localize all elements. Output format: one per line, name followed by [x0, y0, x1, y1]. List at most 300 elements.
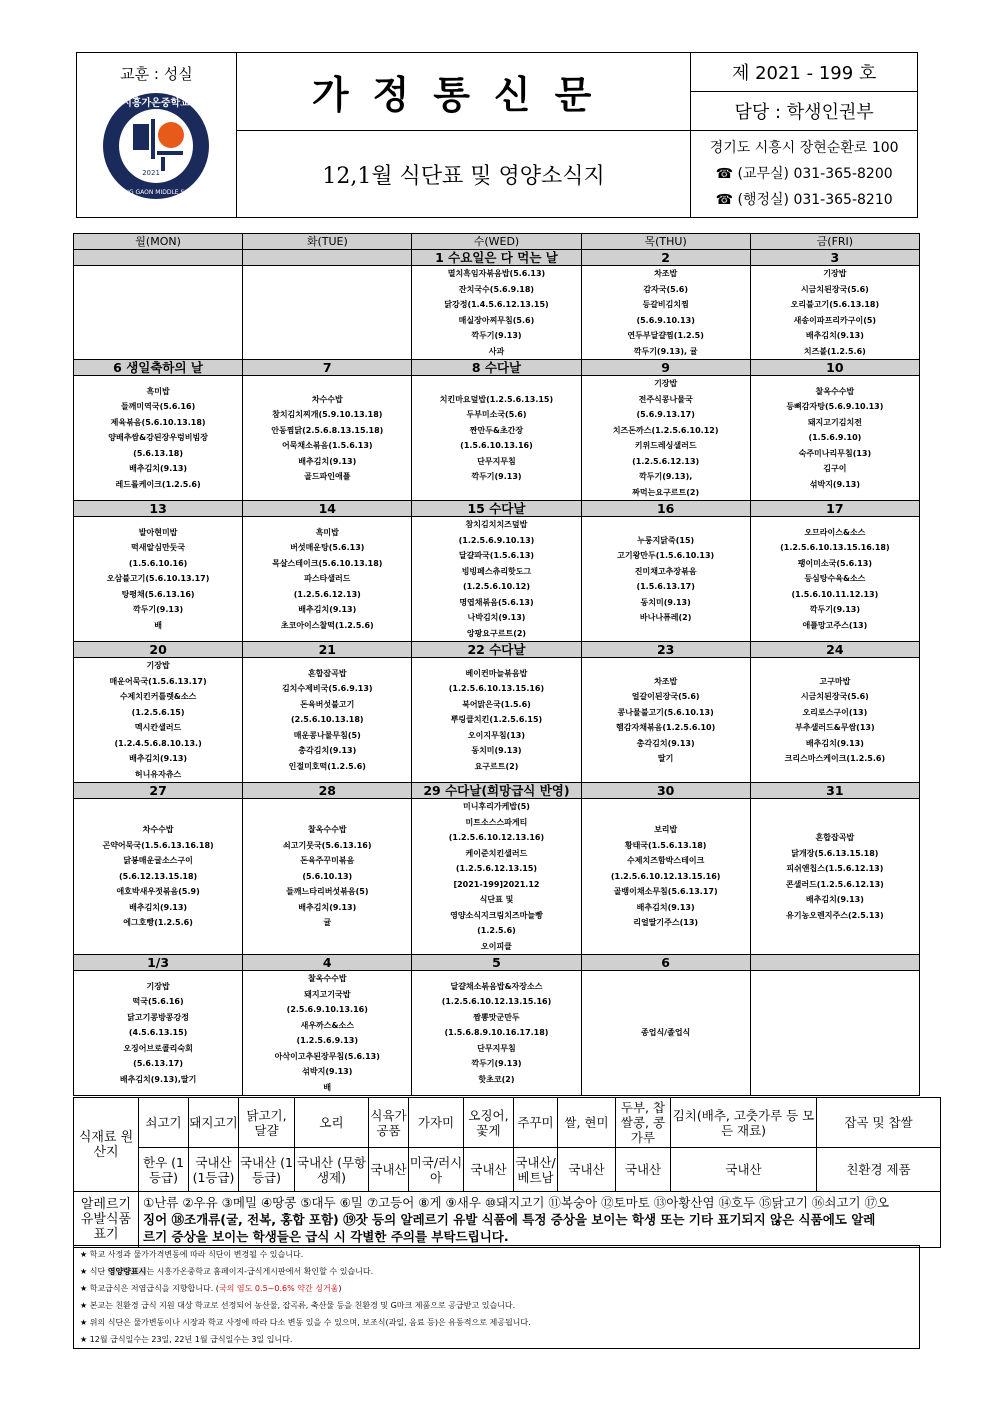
menu-item: (1.5.6.10.11.12.13)	[791, 589, 879, 599]
notice-item	[74, 1280, 919, 1297]
day-label: 2	[581, 250, 750, 266]
menu-item: 아삭이고추된장무침(5.6.13)	[274, 1051, 380, 1061]
menu-item: 키위드레싱샐러드	[634, 441, 697, 450]
menu-item: (1.2.5.6.15)	[131, 707, 185, 717]
menu-item: 케이준치킨샐러드	[465, 848, 528, 858]
menu-item: 앙팡요구르트(2)	[466, 628, 527, 638]
menu-item: 감자국(5.6)	[643, 284, 688, 294]
date-row	[74, 501, 920, 517]
menu-item: 귤	[323, 918, 332, 928]
menu-item: 딸기	[657, 754, 674, 763]
day-menu	[750, 799, 919, 955]
menu-item: 참치김치치즈덮밥	[465, 520, 528, 529]
menu-item: 기장밥	[823, 269, 847, 278]
menu-item: 연두부달걀찜(1.2.5)	[627, 331, 704, 340]
menu-item: (5.6.9.13.17)	[636, 410, 695, 419]
day-label: 7	[243, 360, 412, 376]
notice-text: )	[338, 1284, 342, 1293]
menu-item: (1.2.5.6)	[477, 926, 516, 935]
day-label: 29 수다날(희망급식 반영)	[412, 783, 581, 799]
weekday-header: 수(WED)	[412, 234, 581, 250]
day-menu	[243, 517, 412, 642]
menu-item: (2.5.6.9.10.13.16)	[286, 1005, 368, 1014]
day-menu	[412, 517, 581, 642]
school-logo	[101, 91, 211, 201]
notice-item: ★ 본교는 친환경 급식 지원 대상 학교로 선정되어 농산물, 잡곡류, 축산물 등을 친환경 및 G마크 제품으로 공급받고 있습니다.	[80, 1301, 516, 1310]
menu-item: 핫초코(2)	[478, 1074, 515, 1084]
menu-item: 돈육주꾸미볶음	[300, 856, 355, 866]
menu-item: 잔치국수(5.6.9.18)	[458, 284, 535, 294]
day-menu	[243, 376, 412, 501]
menu-item: (5.6.10.13)	[302, 871, 353, 881]
day-menu	[74, 376, 243, 501]
menu-item: 기장밥	[146, 981, 170, 991]
day-label: 28	[243, 783, 412, 799]
weekday-header: 화(TUE)	[243, 234, 412, 250]
day-menu	[750, 971, 919, 1096]
menu-item: 깍두기(9.13), 귤	[633, 346, 698, 356]
allergy-label: 알레르기 유발식품 표기	[74, 1192, 139, 1248]
teacher-office-phone: ☎ (교무실) 031-365-8200	[715, 166, 893, 182]
origin-value: 국내산	[369, 1148, 409, 1192]
day-menu	[74, 971, 243, 1096]
menu-item: 진미채고추장볶음	[634, 566, 697, 576]
origin-value: 국내산	[671, 1148, 817, 1192]
menu-item: 초코아이스찰떡(1.2.5.6)	[280, 620, 374, 630]
origin-item: 잡곡 및 찹쌀	[817, 1098, 941, 1148]
menu-item: 섞박지(9.13)	[809, 479, 860, 489]
allergy-row	[74, 1192, 941, 1248]
day-label: 1/3	[74, 955, 243, 971]
menu-item: 뿌링클치킨(1.2.5.6.15)	[450, 715, 543, 725]
day-label: 6	[581, 955, 750, 971]
date-row	[74, 642, 920, 658]
notice-item	[74, 1263, 919, 1280]
menu-item: 베이컨마늘볶음밥	[465, 668, 528, 678]
day-label: 20	[74, 642, 243, 658]
menu-item: 깍두기(9.13)	[809, 605, 860, 615]
menu-item: 흑미밥	[146, 386, 170, 396]
menu-item: 수제치즈함박스테이크	[627, 856, 705, 866]
menu-item: 배추김치(9.13)	[805, 331, 864, 340]
menu-item: 찰옥수수밥	[307, 825, 347, 835]
menu-item: 배추김치(9.13)	[805, 895, 864, 904]
issue-number: 제 2021 - 199 호	[691, 53, 918, 92]
day-menu	[412, 971, 581, 1096]
menu-item: 김구이	[823, 464, 847, 474]
menu-item: 레드롤케이크(1.2.5.6)	[115, 479, 201, 489]
day-label: 5	[412, 955, 581, 971]
newsletter-title: 가정통신문	[236, 53, 690, 131]
menu-row	[74, 799, 920, 955]
menu-item: 등뼈감자탕(5.6.9.10.13)	[786, 402, 884, 412]
day-menu	[74, 517, 243, 642]
menu-item: 북어맑은국(1.5.6)	[462, 699, 531, 709]
day-menu	[581, 658, 750, 783]
origin-item: 가자미	[409, 1098, 464, 1148]
menu-item: (1.2.5.6.10.13.15.16)	[448, 684, 545, 694]
day-menu	[581, 517, 750, 642]
origin-items-row	[74, 1098, 941, 1148]
day-menu	[412, 799, 581, 955]
menu-item: 미트소스스파게티	[465, 817, 528, 827]
menu-item: 멸치흑임자볶음밥(5.6.13)	[447, 269, 546, 278]
day-menu	[581, 266, 750, 360]
weekday-header: 목(THU)	[581, 234, 750, 250]
day-label: 6 생일축하의 날	[74, 360, 243, 376]
newsletter-header	[76, 52, 918, 218]
menu-item: 총각김치(9.13)	[298, 746, 357, 756]
menu-item: (1.2.4.5.6.8.10.13.)	[114, 738, 202, 748]
menu-row	[74, 971, 920, 1096]
menu-item: (5.6.13.17)	[133, 1059, 183, 1069]
day-menu	[750, 517, 919, 642]
menu-item: 영양소식지크림치즈마늘빵	[450, 910, 543, 920]
day-label: 16	[581, 501, 750, 517]
menu-item: 돈육버섯불고기	[300, 699, 355, 709]
menu-item: 콩나물불고기(5.6.10.13)	[617, 707, 714, 717]
menu-item: (5.6.13.18)	[133, 448, 183, 458]
menu-item: 종업식/졸업식	[641, 1028, 691, 1038]
menu-item: 곤약어묵국(1.5.6.13.16.18)	[102, 840, 214, 850]
menu-item: 보리밥	[654, 825, 678, 835]
menu-item: 들깨미역국(5.6.16)	[120, 402, 196, 412]
menu-item: 양배추쌈&강된장우렁비빔장	[108, 433, 208, 443]
menu-item: 동치미(9.13)	[471, 746, 522, 756]
day-menu	[750, 266, 919, 360]
menu-item: 피쉬앤칩스(1.5.6.12.13)	[786, 864, 884, 873]
menu-item: (1.2.5.6.12.13)	[632, 456, 700, 466]
day-label: 21	[243, 642, 412, 658]
day-label	[74, 250, 243, 266]
menu-item: (5.6.12.13.15.18)	[119, 871, 198, 881]
menu-item: 크리스마스케이크(1.2.5.6)	[784, 754, 886, 763]
menu-item: 빙빙페스츄리핫도그	[461, 566, 532, 576]
menu-item: 리얼딸기주스(13)	[633, 918, 699, 928]
menu-table	[73, 233, 920, 1096]
menu-item: 인절미호떡(1.2.5.6)	[288, 761, 366, 771]
menu-item: 매실장아찌무침(5.6)	[458, 315, 535, 325]
notice-text: ★ 학교급식은 저염급식을 지향합니다. (	[80, 1284, 219, 1293]
day-menu	[243, 266, 412, 360]
menu-item: 배추김치(9.13)	[805, 738, 864, 748]
day-menu	[412, 376, 581, 501]
allergy-line: 징어 ⑱조개류(굴, 전복, 홍합 포함) ⑲잣 등의 알레르기 유발 식품에 특정 증상을 보이는 학생 또는 기타 표기되지 않은 식품에도 알레	[143, 1212, 876, 1227]
origin-item: 김치(배추, 고춧가루 등 모든 재료)	[671, 1098, 817, 1148]
notice-text: 는 시흥가온중학교 홈페이지-급식게시판에서 확인할 수 있습니다.	[146, 1267, 374, 1276]
menu-item: 오므라이스&소스	[804, 527, 866, 537]
origin-value: 국내산 (1등급)	[239, 1148, 295, 1192]
menu-item: 돼지고기김치전	[807, 417, 862, 427]
menu-item: (1.2.5.6.9.13)	[296, 1036, 359, 1045]
menu-item: 치킨마요덮밥(1.2.5.6.13.15)	[439, 394, 554, 404]
menu-item: 차조밥	[654, 269, 678, 278]
menu-item: 고기왕만두(1.5.6.10.13)	[617, 551, 715, 560]
menu-item: 혼합잡곡밥	[815, 833, 855, 842]
day-menu	[750, 376, 919, 501]
notice-item: ★ 학교 사정과 물가가격변동에 따라 식단이 변경될 수 있습니다.	[80, 1250, 304, 1259]
menu-item: 파스타샐러드	[304, 574, 351, 584]
menu-item: 치즈돈까스(1.2.5.6.10.12)	[612, 425, 719, 435]
day-menu	[412, 266, 581, 360]
menu-item: 깍두기(9.13)	[471, 472, 522, 481]
menu-item: 배추김치(9.13)	[298, 902, 357, 912]
menu-item: (1.2.5.6.10.12.13.16)	[448, 833, 545, 842]
menu-item: (1.2.5.6.10.12.13.15.16)	[610, 871, 721, 881]
day-menu	[243, 799, 412, 955]
notice-text: ★ 식단	[80, 1267, 108, 1276]
day-label: 15 수다날	[412, 501, 581, 517]
origin-item: 돼지고기	[189, 1098, 239, 1148]
menu-item: 고구마밥	[819, 676, 851, 686]
menu-item: 떡국(5.6.16)	[132, 997, 184, 1007]
menu-row	[74, 376, 920, 501]
origin-value: 국내산	[464, 1148, 514, 1192]
menu-item: 총각김치(9.13)	[636, 738, 695, 748]
menu-item: 안동찜닭(2.5.6.8.13.15.18)	[271, 425, 384, 435]
menu-item: 시금치된장국(5.6)	[800, 692, 869, 701]
menu-item: 골뱅이채소무침(5.6.13.17)	[613, 887, 718, 897]
day-label: 27	[74, 783, 243, 799]
menu-item: 배	[323, 1082, 332, 1092]
menu-item: 매운어묵국(1.5.6.13.17)	[109, 676, 207, 686]
menu-item: 닭고기콩방콩강정	[127, 1012, 189, 1022]
origin-values-row	[74, 1148, 941, 1192]
day-label: 30	[581, 783, 750, 799]
ingredient-origin-table	[73, 1097, 941, 1248]
menu-item: 발아현미밥	[138, 527, 178, 537]
day-menu	[243, 971, 412, 1096]
date-row	[74, 955, 920, 971]
menu-item: (1.2.5.6.12.13.15)	[455, 864, 538, 873]
menu-item: 두부미소국(5.6)	[466, 410, 527, 419]
menu-item: (1.2.5.6.10.12)	[462, 582, 530, 591]
day-menu	[412, 658, 581, 783]
notice-box	[73, 1245, 920, 1349]
menu-item: 단무지무침	[477, 456, 516, 466]
menu-item: 미니후리가케밥(5)	[462, 802, 530, 811]
day-menu	[243, 658, 412, 783]
menu-item: 어묵채소볶음(1.5.6.13)	[281, 441, 373, 450]
menu-item: 매운콩나물무침(5)	[293, 730, 361, 740]
svg-text:2021: 2021	[142, 169, 161, 177]
origin-value: 한우 (1등급)	[139, 1148, 189, 1192]
menu-item: 오리불고기(5.6.13.18)	[790, 300, 880, 309]
menu-item: 멕시칸샐러드	[134, 723, 182, 732]
menu-item: (1.5.6.10.13.16)	[460, 441, 533, 450]
menu-item: 짜먹는요구르트(2)	[632, 487, 700, 497]
menu-item: (1.2.5.6.10.12.13.15.16)	[441, 997, 552, 1007]
menu-item: (1.5.6.9.10)	[808, 433, 862, 443]
school-emblem-icon	[101, 91, 211, 201]
origin-item: 주꾸미	[514, 1098, 558, 1148]
origin-value: 국내산 (1등급)	[189, 1148, 239, 1192]
day-label: 31	[750, 783, 919, 799]
menu-item: 바나나퓨레(2)	[639, 613, 692, 622]
origin-item: 오리	[295, 1098, 369, 1148]
menu-item: 얼갈이된장국(5.6)	[631, 692, 700, 701]
origin-value: 국내산	[616, 1148, 671, 1192]
menu-item: 황태국(1.5.6.13.18)	[624, 840, 707, 850]
menu-item: 차수수밥	[311, 394, 343, 404]
menu-item: 오이지무침(13)	[467, 730, 526, 740]
origin-item: 두부, 찹쌀콩, 콩가루	[616, 1098, 671, 1148]
menu-item: 목살스테이크(5.6.10.13.18)	[272, 558, 383, 568]
department-in-charge: 담당 : 학생인권부	[691, 92, 918, 131]
menu-item: 새송이파프리카구이(5)	[793, 315, 877, 325]
menu-item: 오징어브로콜리숙회	[123, 1043, 193, 1053]
school-motto: 교훈 : 성실	[120, 65, 193, 83]
menu-item: 깍두기(9.13),	[639, 472, 693, 481]
menu-item: 닭봉매운굴소스구이	[123, 856, 193, 866]
menu-item: 명엽채볶음(5.6.13)	[459, 597, 534, 607]
weekday-header-row	[74, 234, 920, 250]
menu-item: 기장밥	[654, 379, 678, 388]
menu-item: 김치수제비국(5.6.9.13)	[281, 684, 373, 694]
menu-item: 숙주미나리무침(13)	[798, 448, 872, 458]
menu-item: 달걀파국(1.5.6.13)	[458, 551, 535, 560]
menu-item: 배추김치(9.13)	[129, 902, 188, 912]
menu-item: (5.6.9.10.13)	[636, 315, 695, 325]
day-menu	[74, 799, 243, 955]
menu-item: 깍두기(9.13)	[471, 331, 522, 340]
day-menu	[74, 266, 243, 360]
menu-item: 차수수밥	[142, 825, 174, 835]
weekday-header: 월(MON)	[74, 234, 243, 250]
menu-row	[74, 658, 920, 783]
menu-item: (2.5.6.10.13.18)	[290, 715, 364, 725]
menu-item: 깍두기(9.13)	[471, 1059, 522, 1069]
allergy-line: ①난류 ②우유 ③메밀 ④땅콩 ⑤대두 ⑥밀 ⑦고등어 ⑧게 ⑨새우 ⑩돼지고기 ⑪복숭아 ⑫토마토 ⑬아황산염 ⑭호두 ⑮닭고기 ⑯쇠고기 ⑰오	[143, 1195, 890, 1210]
svg-text:SIHEUNG GAON MIDDLE SCHOOL: SIHEUNG GAON MIDDLE SCHOOL	[106, 189, 207, 196]
day-label: 4	[243, 955, 412, 971]
origin-item: 쇠고기	[139, 1098, 189, 1148]
menu-item: 식단표 및	[479, 895, 514, 904]
menu-item: 섞박지(9.13)	[302, 1067, 353, 1076]
menu-item: 전주식콩나물국	[638, 394, 693, 404]
menu-item: 쇠고기뭇국(5.6.13.16)	[283, 840, 372, 850]
menu-item: 유기농오렌지주스(2.5.13)	[786, 910, 884, 920]
menu-item: 참치김치찌개(5.9.10.13.18)	[272, 410, 383, 419]
menu-item: 애호박새우젓볶음(5.9)	[116, 887, 200, 897]
menu-item: (1.5.6.10.16)	[128, 558, 188, 568]
menu-item: 치즈볼(1.2.5.6)	[803, 346, 866, 356]
origin-value: 국내산/베트남	[514, 1148, 558, 1192]
day-menu	[74, 658, 243, 783]
menu-item: (1.2.5.6.12.13)	[293, 589, 361, 599]
menu-item: (1.5.6.8.9.10.16.17.18)	[444, 1028, 549, 1038]
school-contact	[691, 131, 918, 218]
menu-item: 나박김치(9.13)	[467, 613, 526, 622]
menu-item: 요구르트(2)	[474, 761, 519, 771]
day-label: 23	[581, 642, 750, 658]
menu-item: 팽이미소국(5.6.13)	[797, 558, 873, 568]
menu-item: 오리로스구이(13)	[802, 707, 868, 717]
menu-item: 허니유자츄스	[134, 769, 182, 779]
menu-item: 배추김치(9.13)	[636, 902, 695, 912]
day-label	[243, 250, 412, 266]
menu-item: 닭개장(5.6.13.15.18)	[791, 848, 879, 858]
origin-item: 쌀, 현미	[558, 1098, 616, 1148]
notice-warning: 국의 염도 0.5~0.6% 약간 싱거움	[218, 1284, 339, 1293]
menu-item: 흑미밥	[315, 527, 339, 537]
menu-item: 배	[154, 620, 162, 630]
menu-item: 배추김치(9.13),딸기	[119, 1074, 197, 1084]
day-menu	[581, 376, 750, 501]
menu-item: 떡새알심만둣국	[131, 543, 186, 553]
menu-item: 버섯매운탕(5.6.13)	[290, 543, 365, 553]
origin-row-label: 식재료 원산지	[74, 1098, 139, 1192]
weekday-header: 금(FRI)	[750, 234, 919, 250]
menu-item: 배추김치(9.13)	[129, 464, 188, 474]
menu-item: 부추샐러드&무쌈(13)	[795, 723, 875, 732]
menu-item: 짠만두&초간장	[469, 425, 524, 435]
menu-item: 깍두기(9.13)	[132, 605, 184, 615]
notice-item: ★ 위의 식단은 물가변동이나 시장과 학교 사정에 따라 다소 변동 있을 수 있으며, 보조식(과일, 음료 등)은 유동적으로 제공됩니다.	[80, 1318, 531, 1327]
menu-item: [2021-199]2021.12	[453, 879, 540, 889]
day-menu	[581, 971, 750, 1096]
menu-item: 혼합잡곡밥	[307, 668, 347, 678]
menu-item: (1.2.5.6.10.13.15.16.18)	[780, 543, 890, 553]
menu-item: 애플망고주스(13)	[802, 620, 868, 630]
notice-item: ★ 12월 급식일수는 23일, 22년 1월 급식일수는 3일 입니다.	[80, 1335, 293, 1344]
day-label: 17	[750, 501, 919, 517]
menu-row	[74, 517, 920, 642]
day-menu	[581, 799, 750, 955]
menu-item: 시금치된장국(5.6)	[800, 284, 869, 294]
origin-value: 국내산	[558, 1148, 616, 1192]
menu-item: 등갈비김치찜	[642, 300, 689, 309]
menu-item: 새우까스&소스	[300, 1020, 354, 1030]
origin-value: 국내산 (무항생제)	[295, 1148, 369, 1192]
notice-highlight: 영양량표시	[107, 1267, 147, 1276]
menu-item: 골드파인애플	[304, 472, 351, 481]
menu-item: 수제치킨커틀렛&소스	[119, 692, 197, 701]
admin-office-phone: ☎ (행정실) 031-365-8210	[715, 192, 893, 208]
school-address: 경기도 시흥시 장현순환로 100	[709, 140, 899, 156]
menu-item: 찰옥수수밥	[307, 974, 347, 983]
origin-item: 오징어, 꽃게	[464, 1098, 514, 1148]
menu-item: 오이피클	[481, 941, 512, 951]
menu-item: 기장밥	[146, 661, 170, 670]
day-label: 1 수요일은 다 먹는 날	[412, 250, 581, 266]
menu-item: 탕평채(5.6.13.16)	[121, 589, 195, 599]
date-row	[74, 783, 920, 799]
menu-item: 등심탕수육&소스	[804, 574, 866, 584]
day-label: 24	[750, 642, 919, 658]
menu-item: 달걀채소볶음밥&자장소스	[450, 981, 543, 991]
day-label: 10	[750, 360, 919, 376]
date-row	[74, 360, 920, 376]
menu-item: 돼지고기국밥	[304, 989, 351, 999]
menu-item: 콘샐러드(1.2.5.6.12.13)	[785, 879, 884, 889]
menu-item: 차조밥	[654, 676, 678, 686]
menu-item: 사과	[488, 346, 505, 356]
origin-value: 친환경 제품	[817, 1148, 941, 1192]
origin-value: 미국/러시아	[409, 1148, 464, 1192]
menu-item: (1.5.6.13.17)	[636, 582, 695, 591]
day-label: 9	[581, 360, 750, 376]
day-menu	[750, 658, 919, 783]
menu-item: 제육볶음(5.6.10.13.18)	[110, 417, 206, 427]
date-row	[74, 250, 920, 266]
menu-item: 들깨느타리버섯볶음(5)	[286, 887, 369, 897]
menu-item: 닭강정(1.4.5.6.12.13.15)	[444, 300, 549, 309]
menu-item: 단무지무침	[477, 1043, 516, 1053]
menu-item: 동치미(9.13)	[640, 597, 691, 607]
origin-item: 닭고기, 달걀	[239, 1098, 295, 1148]
menu-item: 배추김치(9.13)	[298, 605, 357, 615]
